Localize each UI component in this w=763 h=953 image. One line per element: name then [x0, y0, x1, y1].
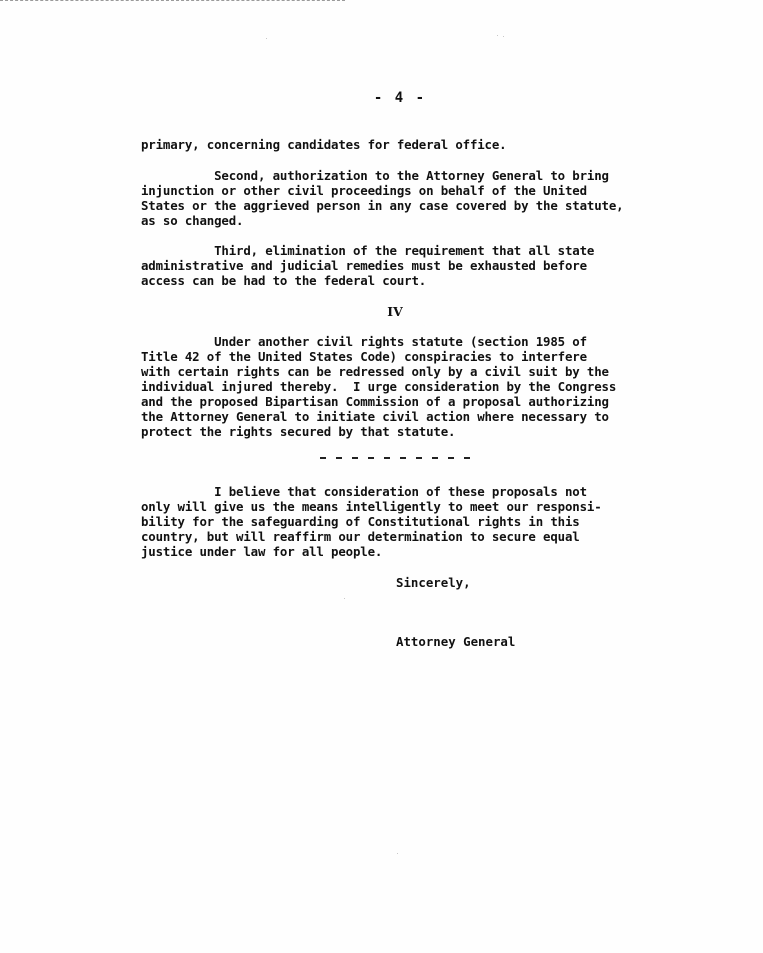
- text-line: primary, concerning candidates for federal office.: [141, 137, 507, 152]
- text-line: Second, authorization to the Attorney General to bring: [141, 168, 609, 183]
- text-line: and the proposed Bipartisan Commission of a proposal authorizing: [141, 394, 609, 409]
- text-line: individual injured thereby. I urge consideration by the Congress: [141, 379, 617, 394]
- text-line: country, but will reaffirm our determination to secure equal: [141, 529, 580, 544]
- scan-speck: [344, 598, 345, 599]
- text-line: access can be had to the federal court.: [141, 273, 427, 288]
- text-line: Under another civil rights statute (section 1985 of: [141, 334, 587, 349]
- signature-title: Attorney General: [396, 634, 516, 649]
- text-line: only will give us the means intelligently to meet our responsi-: [141, 499, 602, 514]
- text-line: with certain rights can be redressed only by a civil suit by the: [141, 364, 609, 379]
- text-line: States or the aggrieved person in any case covered by the statute,: [141, 198, 624, 213]
- text-line: administrative and judicial remedies must be exhausted before: [141, 258, 587, 273]
- text-line: as so changed.: [141, 213, 244, 228]
- text-line: protect the rights secured by that statute.: [141, 424, 456, 439]
- page-number: - 4 -: [373, 90, 427, 106]
- page-top-edge: [0, 0, 345, 1]
- salutation: Sincerely,: [396, 575, 471, 590]
- text-line: I believe that consideration of these proposals not: [141, 484, 587, 499]
- dashed-separator: [318, 455, 480, 459]
- text-line: Third, elimination of the requirement that all state: [141, 243, 595, 258]
- text-line: injunction or other civil proceedings on behalf of the United: [141, 183, 587, 198]
- scan-speck: [503, 36, 504, 37]
- section-heading: IV: [387, 304, 403, 319]
- scan-speck: [497, 35, 498, 36]
- text-line: the Attorney General to initiate civil action where necessary to: [141, 409, 609, 424]
- scan-speck: [266, 38, 267, 39]
- scan-speck: [397, 853, 398, 854]
- text-line: justice under law for all people.: [141, 544, 383, 559]
- text-line: bility for the safeguarding of Constitutional rights in this: [141, 514, 580, 529]
- text-line: Title 42 of the United States Code) conspiracies to interfere: [141, 349, 587, 364]
